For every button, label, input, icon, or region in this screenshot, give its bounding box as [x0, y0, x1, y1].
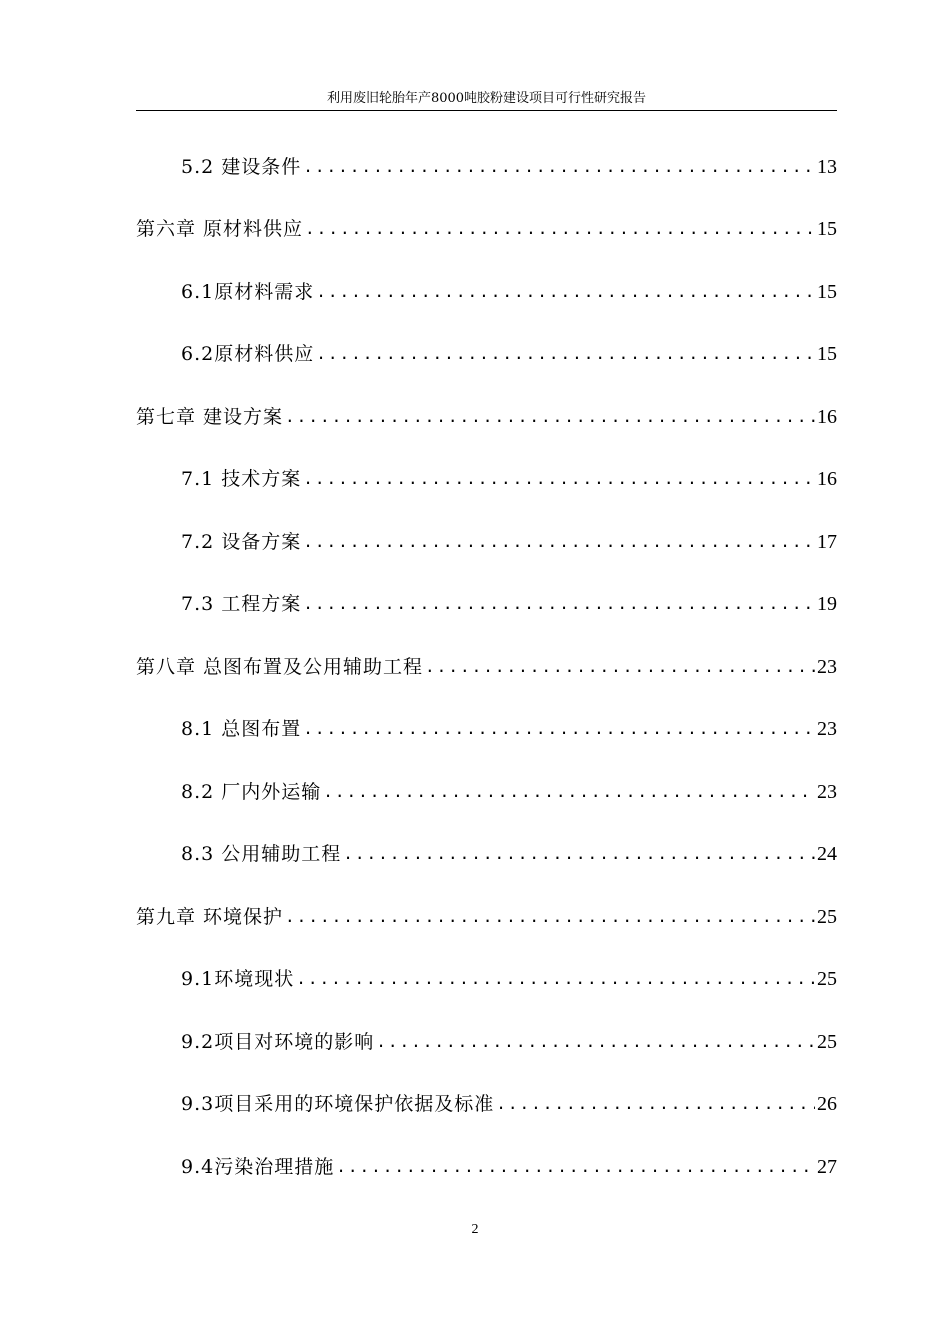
toc-entry[interactable] [181, 333, 837, 367]
toc-entry-title: 第八章 总图布置及公用辅助工程 [136, 656, 424, 678]
toc-entry-title: 7.2 设备方案 [181, 531, 302, 553]
toc-entry[interactable] [136, 208, 837, 242]
toc-entry[interactable] [181, 958, 837, 992]
toc-leader-dots [425, 654, 815, 680]
toc-entry-page: 24 [817, 843, 837, 865]
toc-entry[interactable] [181, 1021, 837, 1055]
toc-entry[interactable] [181, 583, 837, 617]
toc-entry-title: 7.3 工程方案 [181, 593, 302, 615]
toc-entry-title: 9.2项目对环境的影响 [181, 1031, 375, 1053]
toc-entry[interactable] [181, 521, 837, 555]
toc-entry-page: 17 [817, 531, 837, 553]
toc-leader-dots [316, 279, 815, 305]
toc-entry-page: 15 [817, 281, 837, 303]
toc-entry[interactable] [136, 646, 837, 680]
toc-entry[interactable] [181, 458, 837, 492]
page-number: 2 [471, 1222, 479, 1237]
toc-entry-page: 25 [817, 1031, 837, 1053]
toc-entry-title: 7.1 技术方案 [181, 468, 302, 490]
toc-leader-dots [496, 1091, 815, 1117]
toc-leader-dots [316, 341, 815, 367]
toc-leader-dots [303, 591, 815, 617]
toc-leader-dots [285, 404, 815, 430]
toc-leader-dots [303, 716, 815, 742]
toc-entry-title: 5.2 建设条件 [181, 156, 302, 178]
toc-entry[interactable] [181, 271, 837, 305]
toc-entry-title: 8.1 总图布置 [181, 718, 302, 740]
toc-entry[interactable] [181, 1146, 837, 1180]
toc-entry-page: 23 [817, 781, 837, 803]
toc-leader-dots [323, 779, 815, 805]
toc-entry-page: 19 [817, 593, 837, 615]
toc-entry-title: 第七章 建设方案 [136, 406, 284, 428]
toc-entry-title: 9.4污染治理措施 [181, 1156, 335, 1178]
toc-entry-page: 25 [817, 906, 837, 928]
toc-leader-dots [285, 904, 815, 930]
toc-entry[interactable] [181, 771, 837, 805]
toc-leader-dots [376, 1029, 815, 1055]
toc-entry-title: 9.3项目采用的环境保护依据及标准 [181, 1093, 495, 1115]
toc-entry-page: 16 [817, 406, 837, 428]
toc-entry-page: 16 [817, 468, 837, 490]
toc-entry[interactable] [136, 896, 837, 930]
toc-entry-page: 26 [817, 1093, 837, 1115]
toc-leader-dots [296, 966, 815, 992]
toc-leader-dots [303, 154, 815, 180]
toc-entry-title: 6.1原材料需求 [181, 281, 315, 303]
toc-leader-dots [303, 529, 815, 555]
toc-entry[interactable] [181, 833, 837, 867]
toc-entry[interactable] [136, 396, 837, 430]
toc-entry-page: 27 [817, 1156, 837, 1178]
toc-entry-page: 23 [817, 656, 837, 678]
toc-entry-title: 9.1环境现状 [181, 968, 295, 990]
toc-entry-title: 第九章 环境保护 [136, 906, 284, 928]
toc-leader-dots [303, 466, 815, 492]
toc-entry-title: 6.2原材料供应 [181, 343, 315, 365]
toc-entry[interactable] [181, 1083, 837, 1117]
toc-entry[interactable] [181, 708, 837, 742]
toc-entry-page: 15 [817, 343, 837, 365]
toc-leader-dots [305, 216, 815, 242]
toc-leader-dots [336, 1154, 815, 1180]
toc-entry-page: 13 [817, 156, 837, 178]
toc-leader-dots [343, 841, 815, 867]
toc-entry-title: 第六章 原材料供应 [136, 218, 304, 240]
toc-entry-page: 15 [817, 218, 837, 240]
toc-entry-title: 8.2 厂内外运输 [181, 781, 322, 803]
running-header: 利用废旧轮胎年产8000吨胶粉建设项目可行性研究报告 [136, 90, 837, 111]
toc-entry-page: 25 [817, 968, 837, 990]
toc-entry-page: 23 [817, 718, 837, 740]
toc-entry[interactable] [181, 146, 837, 180]
toc-entry-title: 8.3 公用辅助工程 [181, 843, 342, 865]
